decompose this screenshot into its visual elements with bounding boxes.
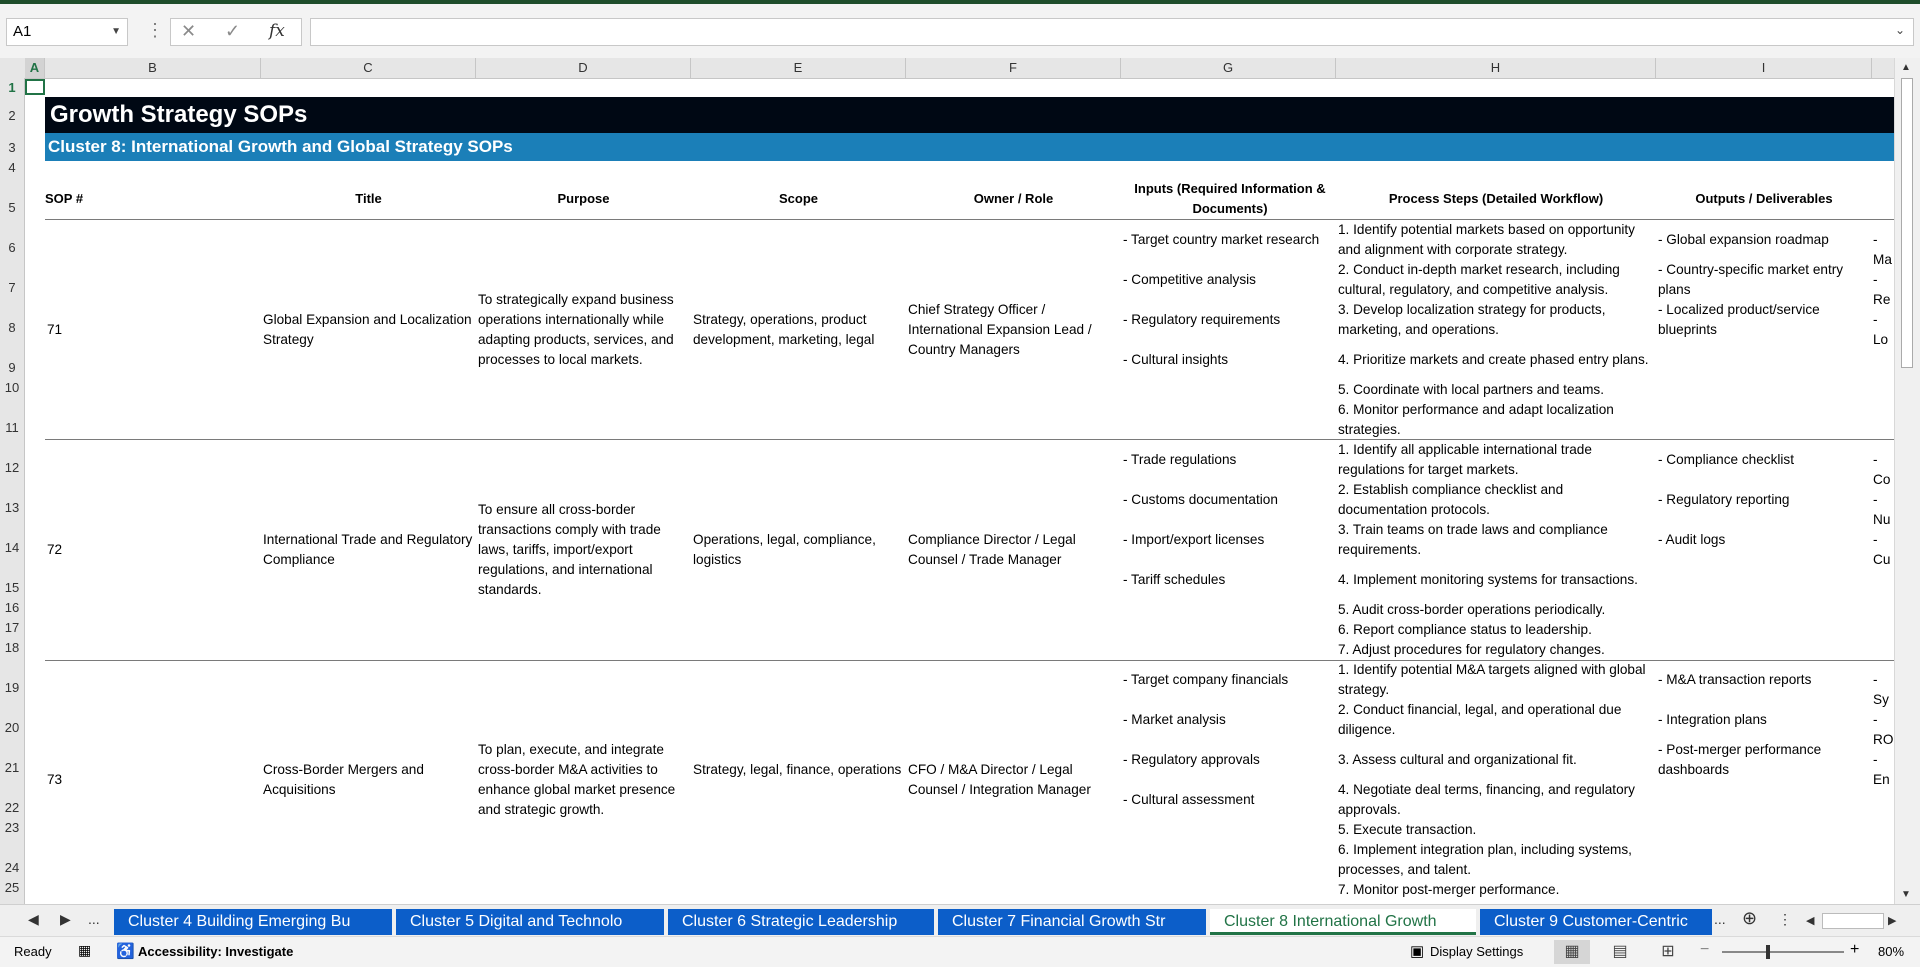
cancel-icon[interactable]: ✕ — [181, 21, 197, 41]
sop-step: 7. Adjust procedures for regulatory changes. — [1338, 642, 1605, 657]
sheet-tab[interactable] — [668, 909, 934, 935]
sop-input: - Target company financials — [1123, 672, 1289, 687]
sop-extra: - Ma — [1873, 232, 1892, 267]
sheet-tab[interactable] — [1480, 909, 1712, 935]
header-scope: Scope — [778, 191, 818, 206]
sop-input: - Regulatory approvals — [1123, 752, 1260, 767]
sop-step: 1. Identify potential markets based on opportunity and alignment with corporate strategy. — [1338, 222, 1635, 257]
sheet-tab-label: Cluster 7 Financial Growth Str — [952, 913, 1166, 930]
sop-scope: Strategy, legal, finance, operations — [693, 762, 902, 777]
row-header[interactable]: 15 — [4, 580, 20, 595]
header-purpose: Purpose — [557, 191, 610, 206]
formula-bar — [0, 4, 1920, 59]
zoom-slider-track[interactable] — [1722, 951, 1844, 953]
row-header[interactable]: 3 — [8, 140, 16, 155]
formula-input[interactable] — [310, 18, 1914, 46]
sop-output: - Country-specific market entry plans — [1658, 262, 1844, 297]
column-header-i[interactable]: I — [1656, 58, 1872, 78]
scroll-up-icon[interactable]: ▲ — [1901, 62, 1911, 73]
row-header[interactable]: 5 — [8, 200, 16, 215]
sheet-tab[interactable] — [938, 909, 1206, 935]
sheet-tab-active[interactable] — [1210, 909, 1476, 935]
row-header[interactable]: 9 — [8, 360, 16, 375]
scroll-left-icon[interactable]: ◀ — [1806, 915, 1815, 927]
sop-step: 6. Monitor performance and adapt localization strategies. — [1338, 402, 1614, 437]
sop-step: 2. Conduct in-depth market research, including cultural, regulatory, and competitive analysis. — [1338, 262, 1620, 297]
sheet-tab-label: Cluster 4 Building Emerging Bu — [128, 913, 351, 930]
name-box-value: A1 — [13, 23, 32, 40]
more-options-icon[interactable]: ⋮ — [146, 20, 164, 40]
insert-function-icon[interactable]: fx — [269, 21, 285, 41]
header-inputs: Inputs (Required Information & Documents) — [1134, 181, 1326, 216]
sop-output: - Audit logs — [1658, 532, 1726, 547]
sheet-title: Growth Strategy SOPs — [45, 97, 1895, 133]
sop-output: - Compliance checklist — [1658, 452, 1794, 467]
row-header[interactable]: 7 — [8, 280, 16, 295]
name-box[interactable] — [6, 18, 128, 46]
zoom-out-icon[interactable]: − — [1700, 941, 1710, 958]
row-header[interactable]: 20 — [4, 720, 20, 735]
accessibility-status[interactable]: Accessibility: Investigate — [138, 944, 294, 959]
sop-purpose: To ensure all cross-border transactions comply with trade laws, tariffs, import/export regulations, and international standards. — [478, 502, 661, 597]
sop-extra: - Cu — [1873, 532, 1891, 567]
column-header-d[interactable]: D — [476, 58, 691, 78]
row-header[interactable]: 4 — [8, 160, 16, 175]
header-title: Title — [355, 191, 382, 206]
sop-step: 4. Implement monitoring systems for transactions. — [1338, 572, 1638, 587]
page-break-view-icon[interactable]: ⊞ — [1661, 943, 1675, 960]
sop-extra: - Sy — [1873, 672, 1889, 707]
row-header[interactable]: 16 — [4, 600, 20, 615]
display-settings[interactable]: Display Settings — [1430, 944, 1524, 959]
sop-step: 4. Negotiate deal terms, financing, and regulatory approvals. — [1338, 782, 1635, 817]
header-owner: Owner / Role — [973, 191, 1054, 206]
sop-step: 5. Audit cross-border operations periodically. — [1338, 602, 1606, 617]
header-sop-number: SOP # — [45, 191, 84, 206]
column-header-c[interactable]: C — [261, 58, 476, 78]
zoom-in-icon[interactable]: + — [1850, 941, 1860, 958]
macro-record-icon[interactable]: ▦ — [78, 942, 92, 958]
spreadsheet-grid[interactable] — [25, 79, 1895, 904]
sop-owner: CFO / M&A Director / Legal Counsel / Integration Manager — [908, 762, 1091, 797]
status-ready: Ready — [14, 944, 52, 959]
sop-input: - Regulatory requirements — [1123, 312, 1281, 327]
more-sheets-left[interactable]: ... — [88, 911, 100, 927]
sheet-tab-label: Cluster 6 Strategic Leadership — [682, 913, 898, 930]
sop-output: - Localized product/service blueprints — [1658, 302, 1820, 337]
column-headers — [0, 58, 1920, 79]
sop-title: International Trade and Regulatory Compliance — [263, 532, 473, 567]
sop-extra: - Co — [1873, 452, 1891, 487]
more-options-icon[interactable]: ⋮ — [1778, 911, 1792, 927]
column-header-b[interactable]: B — [45, 58, 261, 78]
sop-output: - Integration plans — [1658, 712, 1767, 727]
expand-formula-icon[interactable]: ⌄ — [1894, 23, 1905, 37]
sop-step: 7. Monitor post-merger performance. — [1338, 882, 1560, 897]
status-bar — [0, 936, 1920, 967]
sop-step: 3. Train teams on trade laws and compliance requirements. — [1338, 522, 1608, 557]
page-layout-view-icon[interactable]: ▤ — [1612, 943, 1628, 960]
sheet-tab[interactable] — [396, 909, 664, 935]
row-headers — [0, 78, 25, 904]
column-header-a[interactable]: A — [25, 58, 45, 78]
sop-step: 1. Identify potential M&A targets aligned with global strategy. — [1338, 662, 1646, 697]
sheet-tab-label: Cluster 8 International Growth — [1224, 913, 1437, 930]
scroll-down-icon[interactable]: ▼ — [1901, 889, 1911, 900]
row-header[interactable]: 6 — [8, 240, 16, 255]
row-header[interactable]: 25 — [4, 880, 20, 895]
formula-buttons — [170, 18, 302, 46]
next-sheet-icon[interactable]: ▶ — [60, 911, 71, 927]
sop-input: - Import/export licenses — [1123, 532, 1265, 547]
sheet-tabs-bar — [0, 904, 1920, 937]
row-header[interactable]: 11 — [5, 420, 19, 435]
check-icon[interactable]: ✓ — [225, 21, 241, 41]
sheet-tab[interactable] — [114, 909, 392, 935]
sop-scope: Strategy, operations, product development, marketing, legal — [693, 312, 875, 347]
row-header[interactable]: 21 — [4, 760, 20, 775]
sop-step: 2. Conduct financial, legal, and operational due diligence. — [1338, 702, 1622, 737]
sop-purpose: To plan, execute, and integrate cross-border M&A activities to enhance global market presence and strategic growth. — [478, 742, 676, 817]
sop-step: 4. Prioritize markets and create phased entry plans. — [1338, 352, 1649, 367]
column-header-e[interactable]: E — [691, 58, 906, 78]
sop-input: - Competitive analysis — [1123, 272, 1256, 287]
sop-input: - Customs documentation — [1123, 492, 1278, 507]
sop-extra: - Nu — [1873, 492, 1891, 527]
sop-extra: - En — [1873, 752, 1890, 787]
sop-step: 1. Identify all applicable international trade regulations for target markets. — [1338, 442, 1592, 477]
sop-number: 71 — [47, 322, 63, 337]
column-header-h[interactable]: H — [1336, 58, 1656, 78]
row-header[interactable]: 12 — [4, 460, 20, 475]
sheet-subtitle: Cluster 8: International Growth and Global Strategy SOPs — [45, 133, 1895, 161]
sop-step: 6. Report compliance status to leadership. — [1338, 622, 1592, 637]
sop-input: - Cultural assessment — [1123, 792, 1255, 807]
sop-number: 72 — [47, 542, 63, 557]
column-header-f[interactable]: F — [906, 58, 1121, 78]
zoom-slider-knob[interactable] — [1766, 945, 1770, 959]
normal-view-icon[interactable]: ▦ — [1554, 940, 1590, 964]
sop-output: - Regulatory reporting — [1658, 492, 1790, 507]
column-header-g[interactable]: G — [1121, 58, 1336, 78]
sop-step: 5. Execute transaction. — [1338, 822, 1477, 837]
sop-input: - Cultural insights — [1123, 352, 1229, 367]
sop-output: - Global expansion roadmap — [1658, 232, 1829, 247]
header-process-steps: Process Steps (Detailed Workflow) — [1388, 191, 1604, 206]
row-header[interactable]: 17 — [4, 620, 20, 635]
vertical-scrollbar[interactable] — [1894, 58, 1920, 904]
row-header[interactable]: 22 — [4, 800, 20, 815]
sop-input: - Trade regulations — [1123, 452, 1237, 467]
sop-owner: Compliance Director / Legal Counsel / Trade Manager — [908, 532, 1076, 567]
sheet-tab-label: Cluster 5 Digital and Technolo — [410, 913, 623, 930]
sop-input: - Tariff schedules — [1123, 572, 1226, 587]
row-header[interactable]: 24 — [4, 860, 20, 875]
row-header[interactable]: 8 — [8, 320, 16, 335]
sop-extra: - Lo — [1873, 312, 1889, 347]
scroll-right-icon[interactable]: ▶ — [1888, 915, 1897, 927]
sop-purpose: To strategically expand business operations internationally while adapting products, services, and processes to local markets. — [478, 292, 674, 367]
accessibility-icon[interactable]: ♿ — [116, 943, 135, 960]
selected-cell-a1[interactable] — [25, 79, 45, 95]
sop-step: 6. Implement integration plan, including systems, processes, and talent. — [1338, 842, 1632, 877]
row-header[interactable]: 13 — [4, 500, 20, 515]
sop-step: 5. Coordinate with local partners and teams. — [1338, 382, 1604, 397]
row-header[interactable]: 18 — [4, 640, 20, 655]
sop-output: - M&A transaction reports — [1658, 672, 1812, 687]
sop-step: 3. Assess cultural and organizational fit. — [1338, 752, 1577, 767]
horizontal-scrollbar[interactable] — [1822, 913, 1884, 929]
zoom-level[interactable]: 80% — [1878, 944, 1905, 959]
sop-step: 3. Develop localization strategy for products, marketing, and operations. — [1338, 302, 1606, 337]
prev-sheet-icon[interactable]: ◀ — [28, 911, 39, 927]
add-sheet-icon[interactable]: ⊕ — [1742, 908, 1758, 928]
sheet-tab-label: Cluster 9 Customer-Centric — [1494, 913, 1688, 930]
sop-output: - Post-merger performance dashboards — [1658, 742, 1822, 777]
chevron-down-icon[interactable]: ▼ — [111, 26, 121, 37]
header-outputs: Outputs / Deliverables — [1695, 191, 1833, 206]
sop-owner: Chief Strategy Officer / International Expansion Lead / Country Managers — [908, 302, 1092, 357]
row-header[interactable]: 2 — [8, 108, 16, 123]
sop-step: 2. Establish compliance checklist and documentation protocols. — [1338, 482, 1564, 517]
sop-scope: Operations, legal, compliance, logistics — [693, 532, 876, 567]
row-header[interactable]: 23 — [4, 820, 20, 835]
sop-input: - Market analysis — [1123, 712, 1226, 727]
row-header[interactable]: 10 — [4, 380, 20, 395]
display-settings-icon[interactable]: ▣ — [1410, 943, 1425, 960]
more-sheets-right[interactable]: ... — [1714, 911, 1726, 927]
row-header[interactable]: 1 — [8, 80, 16, 95]
scroll-thumb[interactable] — [1901, 78, 1913, 368]
sop-number: 73 — [47, 772, 63, 787]
sop-extra: - Re — [1873, 272, 1891, 307]
sop-extra: - RO — [1873, 712, 1894, 747]
row-header[interactable]: 19 — [4, 680, 20, 695]
row-header[interactable]: 14 — [4, 540, 20, 555]
sop-title: Cross-Border Mergers and Acquisitions — [263, 762, 424, 797]
sop-title: Global Expansion and Localization Strategy — [263, 312, 472, 347]
sop-input: - Target country market research — [1123, 232, 1320, 247]
